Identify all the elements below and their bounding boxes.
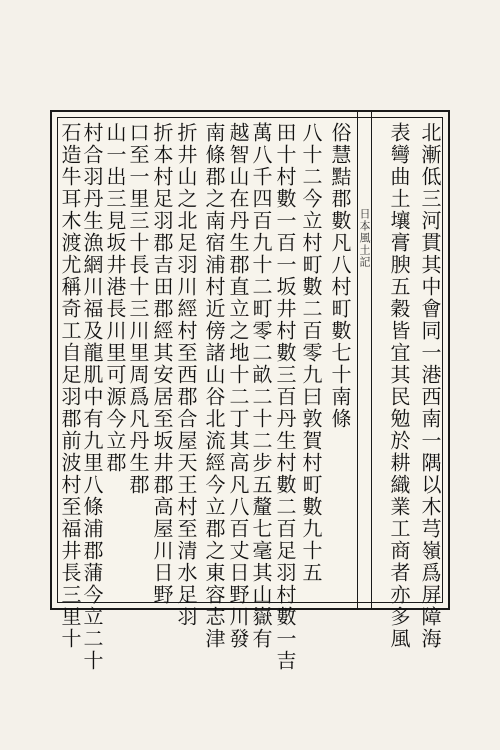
text-column-2: 表彎曲土壤膏腴五穀皆宜其民勉於耕織業工商者亦多風 <box>387 122 411 650</box>
text-column-3: 俗慧黠郡數凡八村町數七十南條 <box>328 122 352 430</box>
margin-title: 日本風土記 <box>358 208 371 268</box>
text-column-4: 八十二今立村町數二百零九曰敦賀村町數九十五 <box>299 122 323 584</box>
text-column-5: 田十村數一百一坂井村數三百丹生村數二百足羽村數一吉 <box>273 122 297 672</box>
text-column-6: 萬八千四百九十二町零二畝二十二步五釐七毫其山嶽有 <box>249 122 273 650</box>
text-column-9: 折井山之北足羽川經村至西郡合屋天王村至清水足羽 <box>174 122 198 628</box>
text-column-1: 北漸低三河貫其中會同一港西南一隅以木芎嶺爲屏障海 <box>418 122 442 650</box>
text-column-8: 南條郡之南宿浦村近傍諸山谷北流經今立郡之東容志津 <box>202 122 226 650</box>
text-column-11: 口至一里三十長十三川里周爲凡丹生郡 <box>126 122 150 496</box>
text-column-13: 村合羽丹生漁網川福及龍肌中有九里八條浦郡蒲今立二十 <box>80 122 104 672</box>
text-column-14: 石造牛耳木渡尤稱奇工自足羽郡前波村至福井長三里十 <box>58 122 82 650</box>
text-column-12: 山一出三見坂井港長川里可源今立郡 <box>103 122 127 474</box>
center-margin-strip <box>357 110 372 610</box>
text-column-10: 折本村足羽郡吉田郡經其安居至坂井郡高屋川日野 <box>150 122 174 606</box>
text-column-7: 越智山在丹生郡直立之地十二丁其高凡八百丈日野川發 <box>226 122 250 650</box>
